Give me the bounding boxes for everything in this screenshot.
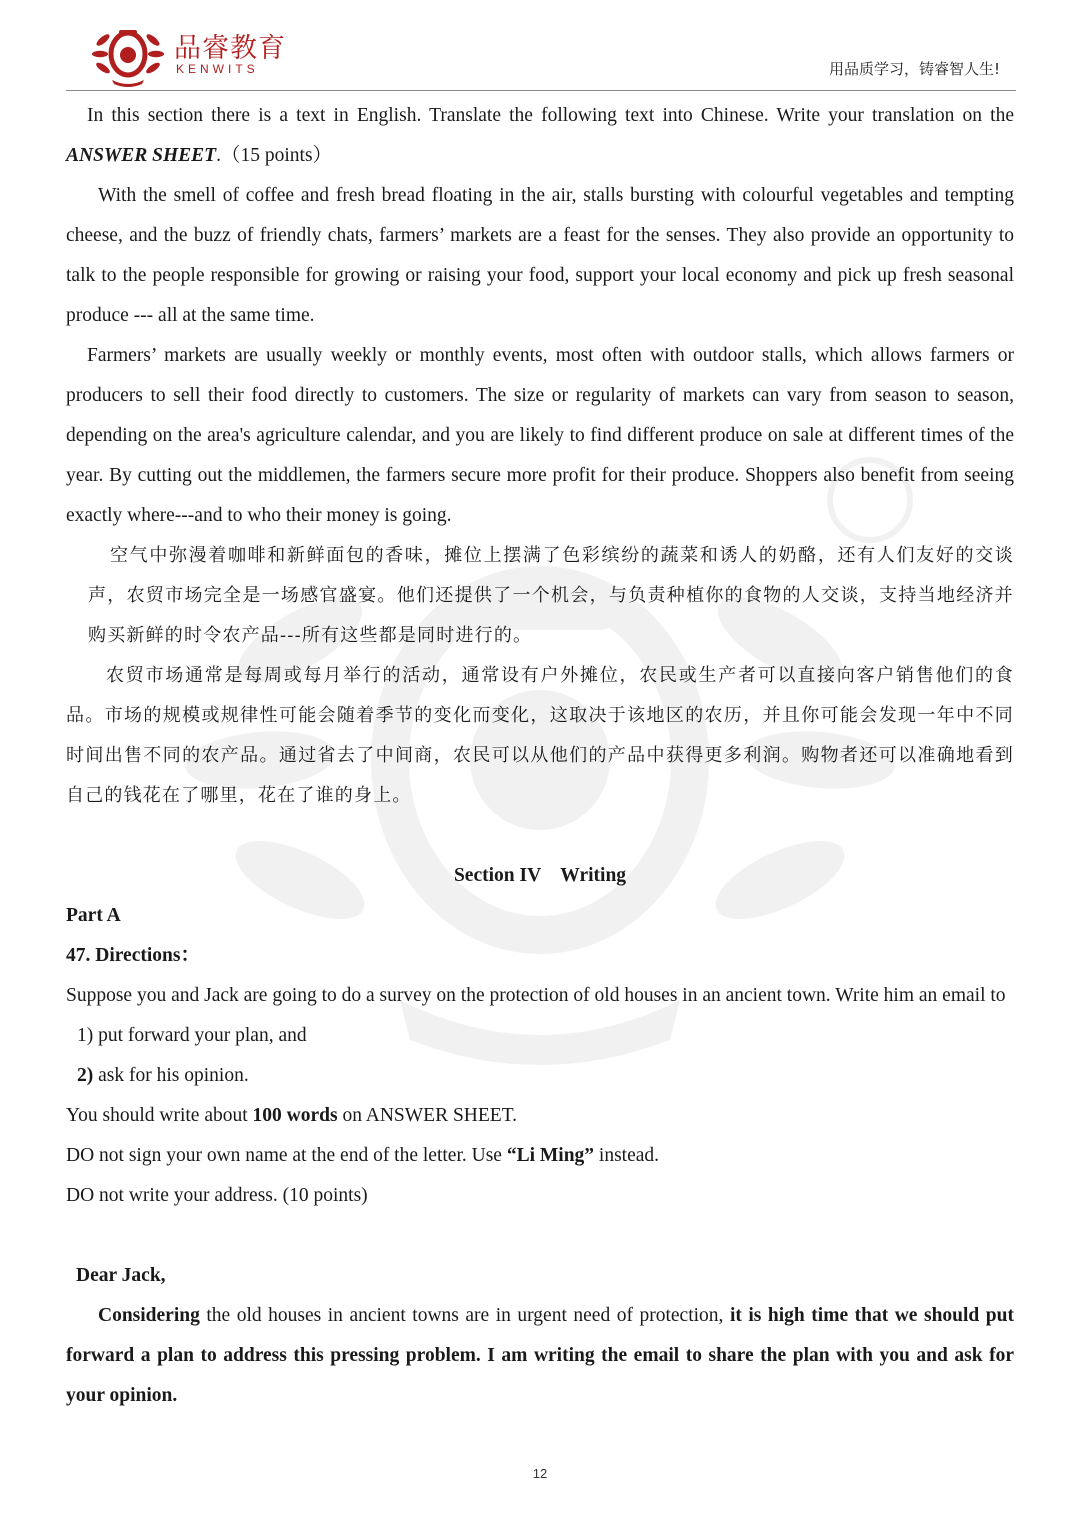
list-item [66, 1056, 1014, 1096]
list-item-text: ask for his opinion. [93, 1065, 249, 1086]
word-count-requirement: You should write about 100 words on ANSWER SHEET. [66, 1105, 518, 1126]
list-item [66, 1016, 1014, 1056]
chinese-translation-paragraph-1: 空气中弥漫着咖啡和新鲜面包的香味，摊位上摆满了色彩缤纷的蔬菜和诱人的奶酪，还有人们友好的交谈声，农贸市场完全是一场感官盛宴。他们还提供了一个机会，与负责种植你的食物的人交谈，支持当地经济并购买新鲜的时令农产品---所有这些都是同时进行的。 [88, 545, 1014, 646]
word-count: 100 words [252, 1105, 338, 1126]
directions-label: 47. Directions： [66, 945, 200, 966]
section-title: Section IV Writing [453, 865, 627, 886]
signature-name: “Li Ming” [506, 1145, 595, 1166]
page-content [66, 96, 1014, 1416]
brand-name-english: KENWITS [176, 62, 259, 76]
spacer [66, 816, 1014, 856]
part-heading: Part A [66, 905, 121, 926]
spacer [66, 1216, 1014, 1256]
translation-instruction [66, 96, 1014, 176]
chinese-translation-paragraph-2: 农贸市场通常是每周或每月举行的活动，通常设有户外摊位，农民或生产者可以直接向客户销售他们的食品。市场的规模或规律性可能会随着季节的变化而变化，这取决于该地区的农历，并且你可能会发现一年中不同时间出售不同的农产品。通过省去了中间商，农民可以从他们的产品中获得更多利润。购物者还可以准确地看到自己的钱花在了哪里，花在了谁的身上。 [66, 665, 1014, 806]
instruction-text-start: In this section there is a text in English. Translate the following text into Chinese. Write your translation on the [87, 105, 1014, 126]
list-item-number: 2) [77, 1065, 94, 1086]
writing-prompt: Suppose you and Jack are going to do a survey on the protection of old houses in an ancient town. Write him an email to [66, 985, 1006, 1006]
letter-salutation: Dear Jack, [76, 1265, 166, 1286]
letter-body-paragraph: Considering the old houses in ancient towns are in urgent need of protection, it is high time that we should put forward a plan to address this pressing problem. I am writing the email to share the plan with you and ask for your opinion. [66, 1305, 1014, 1406]
page-number: 12 [532, 1466, 548, 1481]
answer-sheet-emphasis: ANSWER SHEET [66, 145, 217, 166]
page-header [66, 14, 1016, 90]
header-divider [66, 90, 1016, 91]
instruction-points: .（15 points） [216, 145, 333, 166]
header-slogan: 用品质学习，铸睿智人生! [828, 60, 1000, 78]
list-item-text: put forward your plan, and [93, 1025, 307, 1046]
english-paragraph-2: Farmers’ markets are usually weekly or monthly events, most often with outdoor stalls, which allows farmers or producers to sell their food directly to customers. The size or regularity of markets can vary from season to season, depending on the area's agriculture calendar, and you are likely to find different produce on sale at different times of the year. By cutting out the middlemen, the farmers secure more profit for their produce. Shoppers also benefit from seeing exactly where---and to who their money is going. [66, 345, 1014, 526]
address-requirement: DO not write your address. (10 points) [66, 1185, 368, 1206]
kenwits-logo [92, 18, 164, 88]
signature-requirement: DO not sign your own name at the end of the letter. Use “Li Ming” instead. [66, 1145, 660, 1166]
list-item-number: 1) [77, 1025, 94, 1046]
english-paragraph-1: With the smell of coffee and fresh bread floating in the air, stalls bursting with colourful vegetables and tempting cheese, and the buzz of friendly chats, farmers’ markets are a feast for the senses. They also provide an opportunity to talk to the people responsible for growing or raising your food, support your local economy and pick up fresh seasonal produce --- all at the same time. [66, 185, 1014, 326]
brand-name-chinese: 品睿教育 [174, 33, 286, 64]
